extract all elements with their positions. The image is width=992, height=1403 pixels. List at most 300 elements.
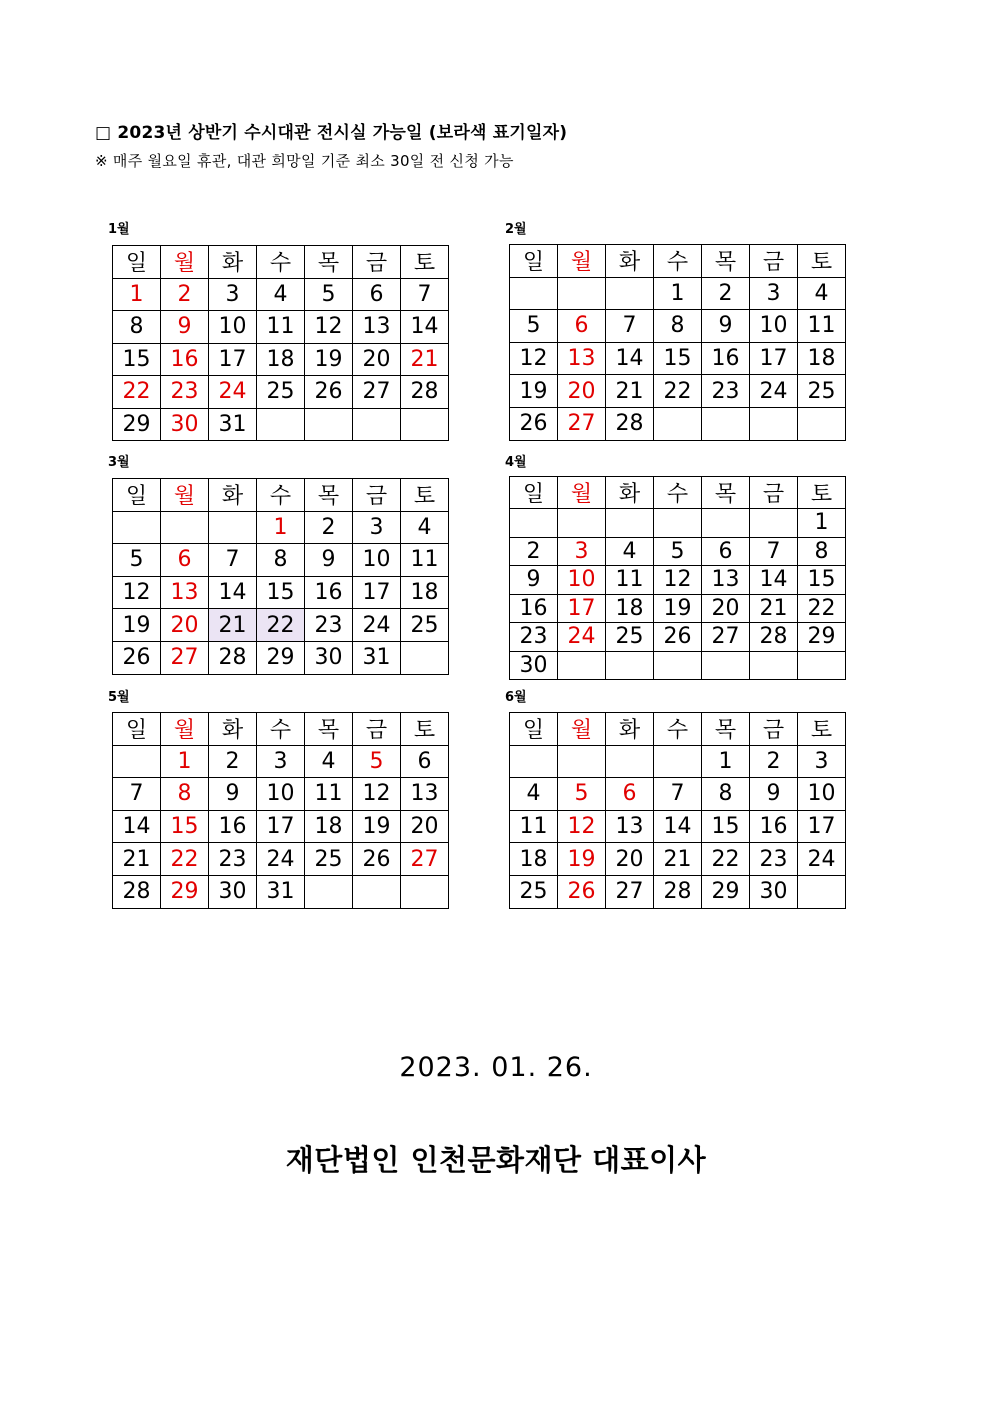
calendar-week [510,277,846,310]
calendar-week [113,511,449,544]
day-cell: 20 [558,375,606,408]
day-cell: 7 [401,278,449,311]
weekday-header: 목 [305,713,353,746]
weekday-header: 월 [161,713,209,746]
day-cell: 31 [257,875,305,908]
day-cell: 21 [113,843,161,876]
day-cell: 8 [654,310,702,343]
weekday-header: 수 [654,245,702,278]
calendar-week [510,375,846,408]
day-cell: 29 [113,408,161,441]
day-cell: 7 [113,778,161,811]
month-label-feb: 2월 [505,222,527,237]
day-cell: 18 [510,843,558,876]
weekday-header: 수 [257,713,305,746]
empty-cell [510,745,558,778]
day-cell: 25 [510,875,558,908]
calendar-week [510,778,846,811]
day-cell: 25 [606,623,654,652]
day-cell: 23 [750,843,798,876]
day-cell: 19 [353,810,401,843]
day-cell: 24 [798,843,846,876]
day-cell: 9 [161,311,209,344]
empty-cell [606,651,654,680]
day-cell: 18 [401,576,449,609]
empty-cell [305,875,353,908]
calendar-week [510,342,846,375]
empty-cell [257,408,305,441]
calendar-week [510,407,846,440]
day-cell: 6 [161,544,209,577]
day-cell: 18 [606,594,654,623]
calendar-week [113,641,449,674]
day-cell: 5 [510,310,558,343]
empty-cell [209,511,257,544]
weekday-header: 화 [606,245,654,278]
day-cell: 22 [702,843,750,876]
day-cell: 12 [353,778,401,811]
calendar-jun [509,712,846,909]
day-cell: 14 [209,576,257,609]
day-cell: 15 [654,342,702,375]
day-cell: 22 [161,843,209,876]
day-cell: 7 [606,310,654,343]
calendar-week [113,343,449,376]
day-cell: 29 [798,623,846,652]
day-cell: 25 [257,376,305,409]
calendar-week [510,745,846,778]
day-cell: 8 [113,311,161,344]
day-cell: 15 [702,810,750,843]
day-cell: 15 [798,566,846,595]
day-cell: 26 [510,407,558,440]
empty-cell [702,651,750,680]
organization-signature: 재단법인 인천문화재단 대표이사 [285,1143,707,1177]
month-label-may: 5월 [108,690,130,705]
day-cell: 16 [510,594,558,623]
calendar-week [113,376,449,409]
weekday-header: 토 [798,245,846,278]
document-note: ※ 매주 월요일 휴관, 대관 희망일 기준 최소 30일 전 신청 가능 [95,152,514,170]
weekday-header: 목 [702,713,750,746]
day-cell: 19 [654,594,702,623]
day-cell: 6 [401,745,449,778]
weekday-header: 토 [401,713,449,746]
day-cell: 20 [606,843,654,876]
day-cell: 17 [558,594,606,623]
weekday-header: 토 [401,479,449,512]
day-cell: 21 [209,609,257,642]
day-cell: 28 [209,641,257,674]
day-cell: 16 [161,343,209,376]
day-cell: 11 [257,311,305,344]
empty-cell [510,277,558,310]
weekday-header: 수 [257,479,305,512]
calendar-week [113,875,449,908]
weekday-header: 화 [209,479,257,512]
day-cell: 26 [353,843,401,876]
day-cell: 20 [161,609,209,642]
calendar-mar [112,478,449,675]
day-cell: 24 [558,623,606,652]
empty-cell [750,407,798,440]
calendar-week [113,745,449,778]
empty-cell [401,641,449,674]
day-cell: 1 [113,278,161,311]
day-cell: 26 [113,641,161,674]
calendar-week [113,278,449,311]
day-cell: 8 [161,778,209,811]
calendar-week [510,509,846,538]
calendar-week [510,843,846,876]
weekday-header: 화 [209,713,257,746]
calendar-week [113,576,449,609]
calendar-week [510,594,846,623]
day-cell: 16 [305,576,353,609]
weekday-header: 토 [798,477,846,509]
day-cell: 17 [257,810,305,843]
day-cell: 23 [510,623,558,652]
day-cell: 31 [209,408,257,441]
month-label-jan: 1월 [108,222,130,237]
day-cell: 9 [702,310,750,343]
empty-cell [702,509,750,538]
day-cell: 1 [654,277,702,310]
day-cell: 21 [606,375,654,408]
day-cell: 18 [798,342,846,375]
day-cell: 31 [353,641,401,674]
document-date: 2023. 01. 26. [399,1052,593,1083]
day-cell: 27 [702,623,750,652]
weekday-header: 화 [606,477,654,509]
day-cell: 12 [305,311,353,344]
day-cell: 3 [353,511,401,544]
day-cell: 12 [510,342,558,375]
day-cell: 12 [558,810,606,843]
calendar-week [113,311,449,344]
day-cell: 5 [654,537,702,566]
month-label-jun: 6월 [505,690,527,705]
day-cell: 15 [161,810,209,843]
day-cell: 29 [257,641,305,674]
day-cell: 14 [606,342,654,375]
empty-cell [606,509,654,538]
day-cell: 8 [798,537,846,566]
day-cell: 4 [401,511,449,544]
day-cell: 27 [558,407,606,440]
weekday-header: 월 [558,477,606,509]
calendar-week [510,651,846,680]
weekday-header: 일 [113,246,161,279]
weekday-header: 금 [353,479,401,512]
day-cell: 16 [209,810,257,843]
day-cell: 6 [558,310,606,343]
day-cell: 10 [209,311,257,344]
empty-cell [654,407,702,440]
day-cell: 10 [798,778,846,811]
empty-cell [510,509,558,538]
day-cell: 25 [305,843,353,876]
day-cell: 27 [161,641,209,674]
empty-cell [558,651,606,680]
weekday-header: 금 [353,713,401,746]
calendar-may [112,712,449,909]
day-cell: 3 [209,278,257,311]
day-cell: 19 [510,375,558,408]
day-cell: 2 [702,277,750,310]
day-cell: 2 [305,511,353,544]
day-cell: 5 [353,745,401,778]
weekday-header: 목 [702,245,750,278]
empty-cell [161,511,209,544]
day-cell: 7 [750,537,798,566]
day-cell: 19 [113,609,161,642]
day-cell: 14 [750,566,798,595]
day-cell: 11 [510,810,558,843]
day-cell: 2 [750,745,798,778]
calendar-feb [509,244,846,441]
day-cell: 23 [702,375,750,408]
month-label-mar: 3월 [108,455,130,470]
day-cell: 29 [161,875,209,908]
weekday-header: 금 [750,245,798,278]
day-cell: 5 [305,278,353,311]
empty-cell [558,277,606,310]
day-cell: 20 [353,343,401,376]
day-cell: 1 [161,745,209,778]
day-cell: 10 [353,544,401,577]
day-cell: 7 [654,778,702,811]
day-cell: 1 [702,745,750,778]
weekday-header: 목 [702,477,750,509]
day-cell: 13 [702,566,750,595]
calendar-week [113,408,449,441]
day-cell: 4 [510,778,558,811]
calendar-week [510,875,846,908]
day-cell: 13 [161,576,209,609]
empty-cell [353,875,401,908]
day-cell: 22 [113,376,161,409]
day-cell: 18 [305,810,353,843]
day-cell: 26 [654,623,702,652]
day-cell: 23 [209,843,257,876]
weekday-header: 수 [654,477,702,509]
weekday-header: 일 [510,245,558,278]
day-cell: 27 [606,875,654,908]
day-cell: 14 [113,810,161,843]
day-cell: 17 [798,810,846,843]
day-cell: 30 [510,651,558,680]
day-cell: 1 [798,509,846,538]
weekday-header: 일 [510,713,558,746]
day-cell: 17 [209,343,257,376]
day-cell: 20 [401,810,449,843]
empty-cell [558,745,606,778]
day-cell: 5 [558,778,606,811]
day-cell: 2 [161,278,209,311]
empty-cell [798,407,846,440]
day-cell: 13 [401,778,449,811]
empty-cell [702,407,750,440]
day-cell: 16 [750,810,798,843]
empty-cell [305,408,353,441]
day-cell: 11 [798,310,846,343]
day-cell: 12 [654,566,702,595]
day-cell: 29 [702,875,750,908]
day-cell: 25 [798,375,846,408]
day-cell: 12 [113,576,161,609]
day-cell: 4 [798,277,846,310]
day-cell: 13 [606,810,654,843]
day-cell: 22 [798,594,846,623]
day-cell: 23 [305,609,353,642]
empty-cell [606,745,654,778]
day-cell: 16 [702,342,750,375]
weekday-header: 일 [113,713,161,746]
day-cell: 27 [401,843,449,876]
weekday-header: 토 [798,713,846,746]
day-cell: 6 [606,778,654,811]
day-cell: 20 [702,594,750,623]
day-cell: 23 [161,376,209,409]
weekday-header: 화 [606,713,654,746]
day-cell: 30 [750,875,798,908]
empty-cell [113,511,161,544]
day-cell: 6 [702,537,750,566]
weekday-header: 월 [161,246,209,279]
weekday-header: 월 [161,479,209,512]
day-cell: 2 [209,745,257,778]
empty-cell [750,509,798,538]
calendar-week [113,843,449,876]
day-cell: 8 [702,778,750,811]
empty-cell [654,509,702,538]
day-cell: 24 [353,609,401,642]
day-cell: 22 [654,375,702,408]
day-cell: 14 [654,810,702,843]
calendar-apr [509,476,846,680]
day-cell: 28 [606,407,654,440]
day-cell: 10 [558,566,606,595]
day-cell: 15 [257,576,305,609]
day-cell: 9 [510,566,558,595]
day-cell: 21 [654,843,702,876]
empty-cell [401,408,449,441]
day-cell: 28 [750,623,798,652]
calendar-week [113,609,449,642]
day-cell: 21 [401,343,449,376]
weekday-header: 토 [401,246,449,279]
day-cell: 24 [257,843,305,876]
weekday-header: 일 [510,477,558,509]
day-cell: 28 [401,376,449,409]
weekday-header: 일 [113,479,161,512]
day-cell: 24 [750,375,798,408]
day-cell: 26 [558,875,606,908]
day-cell: 17 [353,576,401,609]
empty-cell [798,875,846,908]
empty-cell [353,408,401,441]
day-cell: 3 [750,277,798,310]
day-cell: 3 [257,745,305,778]
weekday-header: 화 [209,246,257,279]
day-cell: 30 [305,641,353,674]
empty-cell [558,509,606,538]
day-cell: 27 [353,376,401,409]
day-cell: 4 [257,278,305,311]
calendar-week [113,778,449,811]
day-cell: 28 [113,875,161,908]
day-cell: 9 [305,544,353,577]
day-cell: 9 [750,778,798,811]
weekday-header: 금 [750,713,798,746]
day-cell: 1 [257,511,305,544]
day-cell: 14 [401,311,449,344]
day-cell: 11 [305,778,353,811]
empty-cell [606,277,654,310]
day-cell: 17 [750,342,798,375]
day-cell: 5 [113,544,161,577]
empty-cell [750,651,798,680]
calendar-week [510,310,846,343]
calendar-jan [112,245,449,441]
calendar-week [510,566,846,595]
day-cell: 8 [257,544,305,577]
day-cell: 19 [558,843,606,876]
day-cell: 4 [305,745,353,778]
day-cell: 25 [401,609,449,642]
day-cell: 4 [606,537,654,566]
day-cell: 13 [558,342,606,375]
weekday-header: 목 [305,246,353,279]
day-cell: 3 [558,537,606,566]
calendar-week [113,810,449,843]
empty-cell [654,745,702,778]
weekday-header: 금 [353,246,401,279]
weekday-header: 수 [257,246,305,279]
day-cell: 7 [209,544,257,577]
day-cell: 21 [750,594,798,623]
day-cell: 15 [113,343,161,376]
empty-cell [798,651,846,680]
day-cell: 3 [798,745,846,778]
day-cell: 11 [606,566,654,595]
document-title: □ 2023년 상반기 수시대관 전시실 가능일 (보라색 표기일자) [95,123,568,143]
day-cell: 13 [353,311,401,344]
calendar-week [510,623,846,652]
day-cell: 10 [257,778,305,811]
day-cell: 28 [654,875,702,908]
weekday-header: 월 [558,713,606,746]
weekday-header: 수 [654,713,702,746]
day-cell: 10 [750,310,798,343]
day-cell: 22 [257,609,305,642]
empty-cell [401,875,449,908]
month-label-apr: 4월 [505,455,527,470]
calendar-week [510,810,846,843]
weekday-header: 목 [305,479,353,512]
day-cell: 24 [209,376,257,409]
calendar-week [510,537,846,566]
day-cell: 18 [257,343,305,376]
empty-cell [654,651,702,680]
day-cell: 26 [305,376,353,409]
day-cell: 9 [209,778,257,811]
weekday-header: 금 [750,477,798,509]
day-cell: 6 [353,278,401,311]
empty-cell [113,745,161,778]
weekday-header: 월 [558,245,606,278]
